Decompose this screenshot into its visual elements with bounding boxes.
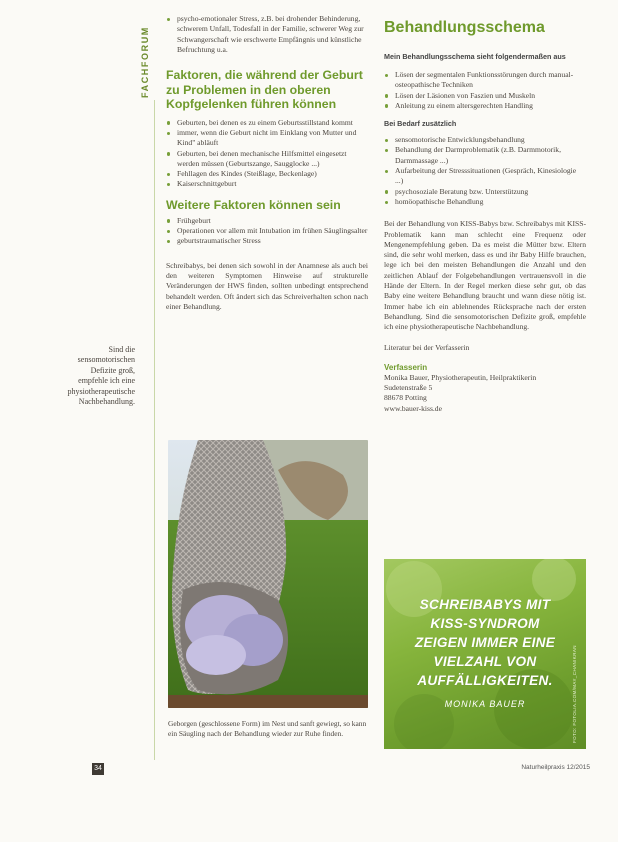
quote-line: VIELZAHL VON <box>433 654 537 669</box>
list-item: Anleitung zu einem altersgerechten Handling <box>384 101 586 111</box>
author-name: Monika Bauer, Physiotherapeutin, Heilpraktikerin <box>384 372 537 382</box>
author-heading: Verfasserin <box>384 362 428 372</box>
quote-line: SCHREIBABYS MIT <box>419 597 551 612</box>
column-2 <box>384 18 586 414</box>
birth-factors-list <box>166 118 368 190</box>
list-item: psycho-emotionaler Stress, z.B. bei drohender Behinderung, schwerem Unfall, Todesfall in der Familie, schwerer Weg zur Schwangerschaft wie erschwerte Empfängnis und künstliche Befruchtung u.a. <box>166 14 368 55</box>
quote-text <box>392 595 578 690</box>
quote-line: ZEIGEN IMMER EINE <box>414 635 556 650</box>
section-label: FACHFORUM <box>140 26 150 98</box>
list-item: Lösen der Läsionen von Faszien und Muskeln <box>384 91 586 101</box>
photo-caption: Geborgen (geschlossene Form) im Nest und sanft gewiegt, so kann ein Säugling nach der Behandlung wieder zur Ruhe finden. <box>168 719 367 739</box>
quote-line: KISS-SYNDROM <box>430 616 540 631</box>
list-item: Geburten, bei denen mechanische Hilfsmittel eingesetzt werden müssen (Geburtszange, Saugglocke ...) <box>166 149 368 170</box>
literature-note: Literatur bei der Verfasserin <box>384 342 470 352</box>
list-item: geburtstraumatischer Stress <box>166 236 368 246</box>
author-address <box>384 373 586 414</box>
quote-line: AUFFÄLLIGKEITEN. <box>417 673 553 688</box>
paragraph-treatment: Schreibabys, bei denen sich sowohl in der Anamnese als auch bei den weiteren Symptomen Hinweise auf strukturelle Veränderungen der HWS finden, sollten unbedingt entsprechend behandelt werden. Oft ändert sich das Schreiverhalten schon nach einer Behandlung. <box>166 260 368 311</box>
author-street: Sudetenstraße 5 <box>384 383 433 393</box>
additional-list <box>384 135 586 207</box>
column-1 <box>166 14 368 312</box>
hanging-nest-illustration <box>168 440 368 708</box>
magazine-issue: Naturheilpraxis 12/2015 <box>521 764 590 771</box>
quote-box <box>384 559 586 749</box>
intro-list <box>166 14 368 55</box>
list-item: homöopathische Behandlung <box>384 197 586 207</box>
subheading-additional: Bei Bedarf zusätzlich <box>384 119 457 129</box>
column-divider <box>154 100 155 760</box>
paragraph-frequency: Bei der Behandlung von KISS-Babys bzw. Schreibabys mit KISS-Problematik kann man schlecht eine Frequenz oder Mengenempfehlung geben. Da es meist die Mütter bzw. Eltern sind, die sehr wohl merken, dass es und ihr Baby Hilfe brauchen, lege ich bei den meisten Behandlungen die Anzahl und den zeitlichen Ablauf der Folgebehandlungen vertrauensvoll in die Hände der Eltern. In der Regel merken diese sehr gut, ob das Baby eine weitere Behandlung braucht und wann diese nötig ist. Immer habe ich ein ablehnendes Rücksprache nach der ersten Behandlung. Sind die sensomotorischen Defizite groß, empfehle ich eine physiotherapeutische Nachbehandlung. <box>384 219 586 332</box>
list-item: Geburten, bei denen es zu einem Geburtsstillstand kommt <box>166 118 368 128</box>
list-item: Fehllagen des Kindes (Steißlage, Beckenlage) <box>166 169 368 179</box>
list-item: Aufarbeitung der Stresssituationen (Gespräch, Kinesiologie ...) <box>384 166 586 187</box>
list-item: Operationen vor allem mit Intubation im frühen Säuglingsalter <box>166 226 368 236</box>
photo-hanging-nest <box>168 440 368 708</box>
heading-birth-factors: Faktoren, die während der Geburt zu Problemen in den oberen Kopfgelenken führen können <box>166 68 363 112</box>
list-item: immer, wenn die Geburt nicht im Einklang von Mutter und Kind" abläuft <box>166 128 368 149</box>
heading-other-factors: Weitere Faktoren können sein <box>166 197 341 212</box>
heading-treatment-scheme: Behandlungsschema <box>384 19 545 36</box>
page-number: 34 <box>92 763 104 775</box>
list-item: Frühgeburt <box>166 216 368 226</box>
list-item: psychosoziale Beratung bzw. Unterstützung <box>384 187 586 197</box>
list-item: Behandlung der Darmproblematik (z.B. Darmmotorik, Darmmassage ...) <box>384 145 586 166</box>
scheme-list <box>384 70 586 111</box>
photo-credit: FOTO: FOTOLIA.COM/MAY_CHANIKRAN <box>572 645 577 743</box>
author-website: www.bauer-kiss.de <box>384 403 442 413</box>
list-item: Kaiserschnittgeburt <box>166 179 368 189</box>
list-item: Lösen der segmentalen Funktionsstörungen durch manual-osteopathische Techniken <box>384 70 586 91</box>
other-factors-list <box>166 216 368 247</box>
quote-author: MONIKA BAUER <box>444 699 526 709</box>
author-city: 88678 Potting <box>384 393 427 403</box>
list-item: sensomotorische Entwicklungsbehandlung <box>384 135 586 145</box>
intro-subheading: Mein Behandlungsschema sieht folgendermaßen aus <box>384 52 566 61</box>
pull-quote: Sind die sensomotorischen Defizite groß, empfehle ich eine physiotherapeutische Nachbehandlung. <box>67 345 135 407</box>
